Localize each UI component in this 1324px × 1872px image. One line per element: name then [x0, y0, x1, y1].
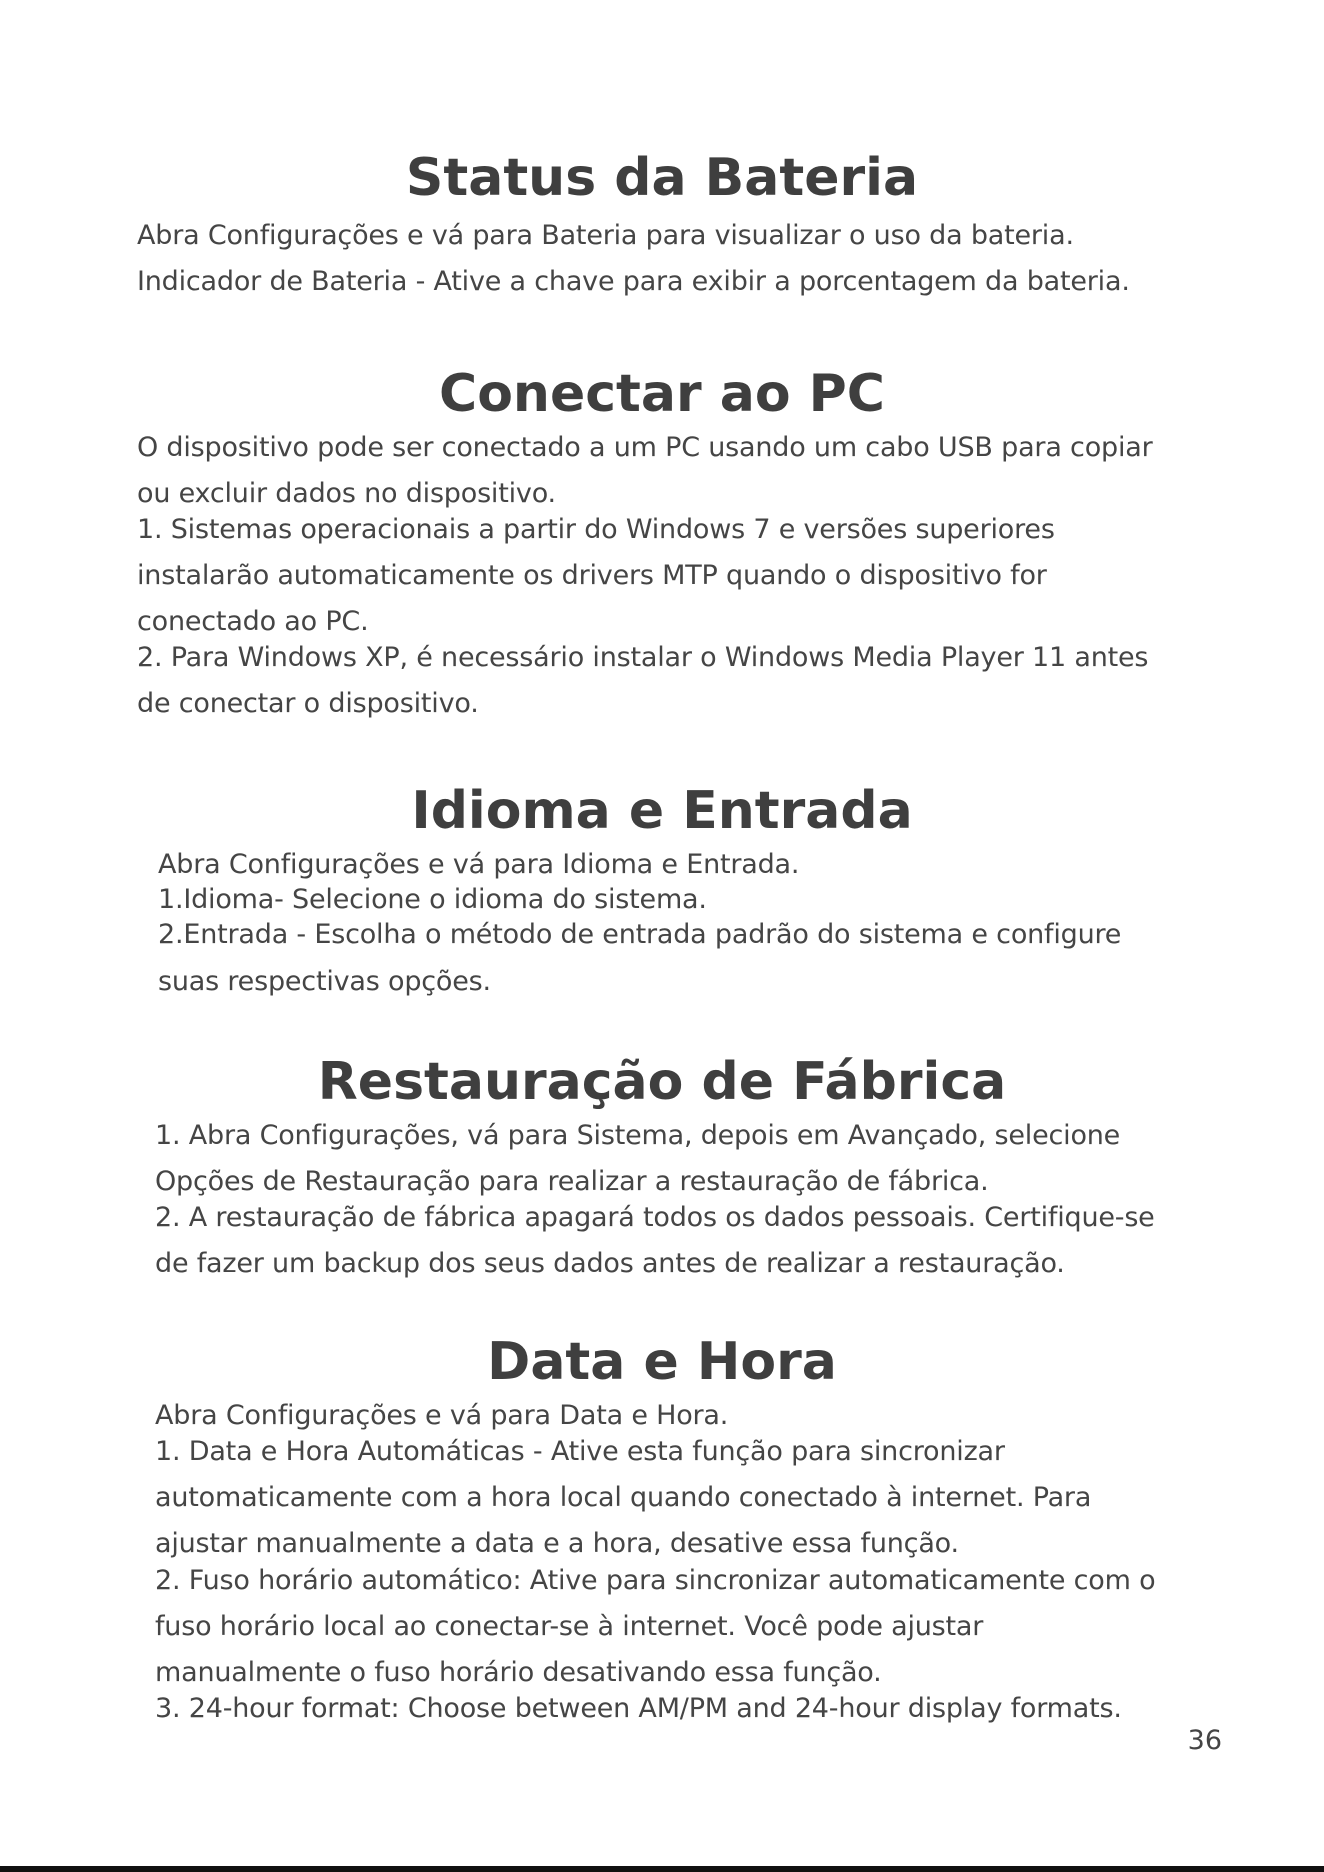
paragraph-line: fuso horário local ao conectar-se à internet. Você pode ajustar: [155, 1611, 984, 1642]
paragraph-line: 2.Entrada - Escolha o método de entrada padrão do sistema e configure: [158, 919, 1122, 950]
paragraph-line: instalarão automaticamente os drivers MTP quando o dispositivo for: [137, 560, 1047, 591]
paragraph-line: Indicador de Bateria - Ative a chave para exibir a porcentagem da bateria.: [137, 266, 1130, 297]
bottom-edge-rule: [0, 1866, 1324, 1872]
section-heading-battery-status: Status da Bateria: [405, 148, 919, 208]
paragraph-line: conectado ao PC.: [137, 606, 369, 637]
paragraph-line: Abra Configurações e vá para Bateria para visualizar o uso da bateria.: [137, 220, 1074, 251]
paragraph-line: manualmente o fuso horário desativando essa função.: [155, 1657, 882, 1688]
section-heading-date-time: Data e Hora: [487, 1332, 837, 1392]
page-number: 36: [1187, 1725, 1222, 1756]
section-heading-connect-pc: Conectar ao PC: [439, 364, 885, 424]
paragraph-line: 2. A restauração de fábrica apagará todos os dados pessoais. Certifique-se: [155, 1202, 1155, 1233]
paragraph-line: ou excluir dados no dispositivo.: [137, 478, 556, 509]
paragraph-line: 1.Idioma- Selecione o idioma do sistema.: [158, 884, 707, 915]
paragraph-line: 2. Para Windows XP, é necessário instalar o Windows Media Player 11 antes: [137, 642, 1149, 673]
paragraph-line: Abra Configurações e vá para Idioma e Entrada.: [158, 849, 800, 880]
section-heading-language-input: Idioma e Entrada: [411, 781, 913, 841]
paragraph-line: automaticamente com a hora local quando conectado à internet. Para: [155, 1482, 1092, 1513]
paragraph-line: suas respectivas opções.: [158, 966, 491, 997]
paragraph-line: 1. Abra Configurações, vá para Sistema, depois em Avançado, selecione: [155, 1120, 1121, 1151]
paragraph-line: Abra Configurações e vá para Data e Hora.: [155, 1400, 729, 1431]
paragraph-line: 1. Sistemas operacionais a partir do Windows 7 e versões superiores: [137, 514, 1055, 545]
paragraph-line: 1. Data e Hora Automáticas - Ative esta função para sincronizar: [155, 1436, 1005, 1467]
paragraph-line: de conectar o dispositivo.: [137, 688, 479, 719]
paragraph-line: Opções de Restauração para realizar a restauração de fábrica.: [155, 1166, 989, 1197]
section-heading-factory-reset: Restauração de Fábrica: [317, 1052, 1007, 1112]
paragraph-line: 2. Fuso horário automático: Ative para sincronizar automaticamente com o: [155, 1565, 1156, 1596]
paragraph-line: O dispositivo pode ser conectado a um PC usando um cabo USB para copiar: [137, 432, 1153, 463]
paragraph-line: ajustar manualmente a data e a hora, desative essa função.: [155, 1528, 959, 1559]
paragraph-line: 3. 24-hour format: Choose between AM/PM and 24-hour display formats.: [155, 1693, 1122, 1724]
paragraph-line: de fazer um backup dos seus dados antes de realizar a restauração.: [155, 1248, 1065, 1279]
